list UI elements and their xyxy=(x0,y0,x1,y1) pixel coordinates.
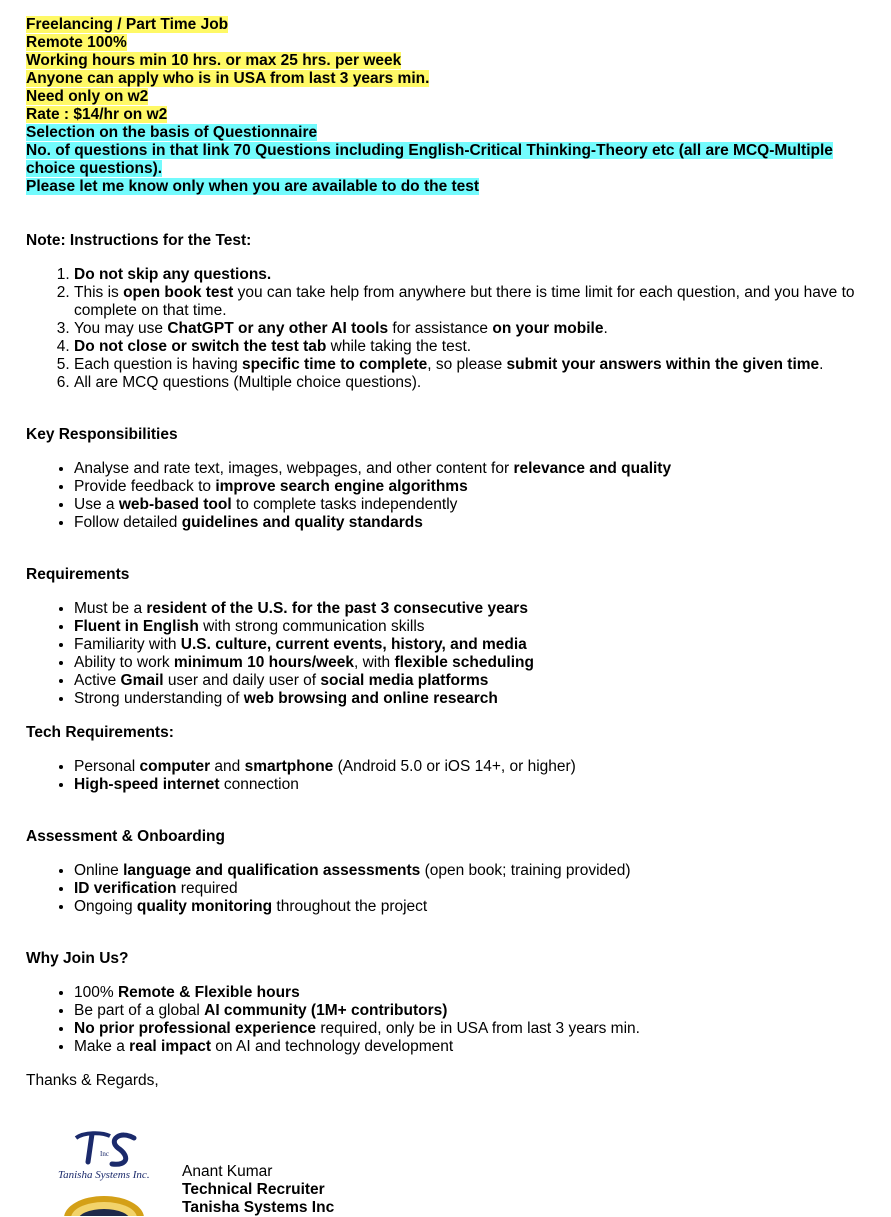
instructions-item xyxy=(74,374,871,392)
instructions-item xyxy=(74,338,871,356)
item-text: All are MCQ questions (Multiple choice questions). xyxy=(74,374,422,391)
tech-title: Tech Requirements: xyxy=(26,724,174,741)
item-text: for assistance xyxy=(388,320,493,337)
header-line: Selection on the basis of Questionnaire xyxy=(26,124,318,141)
item-text: Familiarity with xyxy=(74,636,181,653)
item-text: Provide feedback to xyxy=(74,478,216,495)
logo-text: Tanisha Systems Inc. xyxy=(58,1169,150,1181)
tech-item xyxy=(74,776,871,794)
why-list xyxy=(26,984,871,1056)
item-text: specific time to complete xyxy=(242,356,428,373)
item-text: Gmail xyxy=(120,672,164,689)
signature-block xyxy=(26,1126,871,1216)
why-item xyxy=(74,1002,871,1020)
item-text: 100% xyxy=(74,984,118,1001)
item-text: required xyxy=(176,880,238,897)
item-text: Must be a xyxy=(74,600,147,617)
requirements-item xyxy=(74,636,871,654)
item-text: Use a xyxy=(74,496,119,513)
item-text: required, only be in USA from last 3 years min. xyxy=(316,1020,640,1037)
closing-text: Thanks & Regards, xyxy=(26,1072,159,1089)
item-text: computer xyxy=(139,758,211,775)
item-text: Each question is having xyxy=(74,356,243,373)
item-text: you can take help from anywhere but there is time limit for each question, and you have to complete on that time. xyxy=(74,284,855,319)
item-text: Ability to work xyxy=(74,654,174,671)
item-text: real impact xyxy=(129,1038,211,1055)
signer-role: Technical Recruiter xyxy=(182,1181,325,1198)
item-text: throughout the project xyxy=(272,898,428,915)
item-text: . xyxy=(603,320,608,337)
item-text: relevance and quality xyxy=(513,460,672,477)
item-text: Analyse and rate text, images, webpages, and other content for xyxy=(74,460,514,477)
item-text: Make a xyxy=(74,1038,130,1055)
item-text: . xyxy=(819,356,824,373)
assessment-item xyxy=(74,880,871,898)
item-text: Remote & Flexible hours xyxy=(117,984,300,1001)
item-text: submit your answers within the given time xyxy=(506,356,820,373)
instructions-list xyxy=(26,266,871,392)
item-text: web browsing and online research xyxy=(243,690,498,707)
requirements-item xyxy=(74,690,871,708)
signer-company: Tanisha Systems Inc xyxy=(182,1199,335,1216)
why-item xyxy=(74,1020,871,1038)
item-text: U.S. culture, current events, history, and media xyxy=(180,636,527,653)
assessment-item xyxy=(74,862,871,880)
requirements-item xyxy=(74,618,871,636)
item-text: user and daily user of xyxy=(163,672,321,689)
instructions-item xyxy=(74,266,871,284)
item-text: , so please xyxy=(427,356,507,373)
responsibilities-title: Key Responsibilities xyxy=(26,426,178,443)
item-text: , with xyxy=(353,654,395,671)
requirements-item xyxy=(74,672,871,690)
item-text: Strong understanding of xyxy=(74,690,244,707)
header-line: Working hours min 10 hrs. or max 25 hrs. per week xyxy=(26,52,402,69)
responsibilities-item xyxy=(74,496,871,514)
item-text: ChatGPT or any other AI tools xyxy=(167,320,389,337)
instructions-item xyxy=(74,284,871,320)
item-text: Do not skip any questions. xyxy=(74,266,272,283)
company-logo xyxy=(54,1126,164,1216)
requirements-item xyxy=(74,600,871,618)
header-line: No. of questions in that link 70 Questions including English-Critical Thinking-Theory etc (all are MCQ-Multiple choice questions). xyxy=(26,142,833,177)
requirements-item xyxy=(74,654,871,672)
item-text: (Android 5.0 or iOS 14+, or higher) xyxy=(333,758,576,775)
responsibilities-item xyxy=(74,478,871,496)
item-text: while taking the test. xyxy=(326,338,472,355)
item-text: smartphone xyxy=(244,758,334,775)
item-text: (open book; training provided) xyxy=(420,862,631,879)
instructions-item xyxy=(74,320,871,338)
item-text: This is xyxy=(74,284,124,301)
why-item xyxy=(74,1038,871,1056)
header-line: Remote 100% xyxy=(26,34,127,51)
item-text: AI community (1M+ contributors) xyxy=(204,1002,448,1019)
signature-text xyxy=(182,1163,334,1217)
item-text: to complete tasks independently xyxy=(231,496,458,513)
instructions-item xyxy=(74,356,871,374)
responsibilities-list xyxy=(26,460,871,532)
item-text: High-speed internet xyxy=(74,776,220,793)
item-text: Fluent in English xyxy=(74,618,199,635)
assessment-item xyxy=(74,898,871,916)
item-text: You may use xyxy=(74,320,168,337)
responsibilities-item xyxy=(74,460,871,478)
item-text: on your mobile xyxy=(492,320,604,337)
header-line: Please let me know only when you are available to do the test xyxy=(26,178,480,195)
item-text: Online xyxy=(74,862,124,879)
assessment-list xyxy=(26,862,871,916)
item-text: No prior professional experience xyxy=(74,1020,317,1037)
header-highlights xyxy=(26,16,871,196)
document-page xyxy=(26,16,871,1216)
logo-inc-mark: Inc xyxy=(100,1150,109,1158)
responsibilities-item xyxy=(74,514,871,532)
item-text: and xyxy=(210,758,245,775)
requirements-title: Requirements xyxy=(26,566,130,583)
item-text: web-based tool xyxy=(118,496,232,513)
item-text: language and qualification assessments xyxy=(123,862,421,879)
item-text: on AI and technology development xyxy=(211,1038,454,1055)
item-text: Be part of a global xyxy=(74,1002,205,1019)
header-line: Freelancing / Part Time Job xyxy=(26,16,229,33)
item-text: Ongoing xyxy=(74,898,137,915)
item-text: resident of the U.S. for the past 3 consecutive years xyxy=(146,600,528,617)
requirements-list xyxy=(26,600,871,708)
why-item xyxy=(74,984,871,1002)
why-title: Why Join Us? xyxy=(26,950,129,967)
instructions-title: Note: Instructions for the Test: xyxy=(26,232,252,249)
item-text: improve search engine algorithms xyxy=(215,478,468,495)
item-text: social media platforms xyxy=(320,672,489,689)
tech-item xyxy=(74,758,871,776)
item-text: open book test xyxy=(123,284,234,301)
item-text: quality monitoring xyxy=(136,898,273,915)
item-text: ID verification xyxy=(74,880,177,897)
item-text: with strong communication skills xyxy=(198,618,425,635)
item-text: Follow detailed xyxy=(74,514,182,531)
item-text: guidelines and quality standards xyxy=(181,514,423,531)
item-text: connection xyxy=(219,776,299,793)
tech-list xyxy=(26,758,871,794)
item-text: Personal xyxy=(74,758,140,775)
signer-name: Anant Kumar xyxy=(182,1163,273,1180)
header-line: Anyone can apply who is in USA from last 3 years min. xyxy=(26,70,430,87)
item-text: minimum 10 hours/week xyxy=(173,654,354,671)
header-line: Rate : $14/hr on w2 xyxy=(26,106,168,123)
item-text: Active xyxy=(74,672,121,689)
assessment-title: Assessment & Onboarding xyxy=(26,828,225,845)
item-text: Do not close or switch the test tab xyxy=(74,338,327,355)
item-text: flexible scheduling xyxy=(394,654,534,671)
header-line: Need only on w2 xyxy=(26,88,149,105)
